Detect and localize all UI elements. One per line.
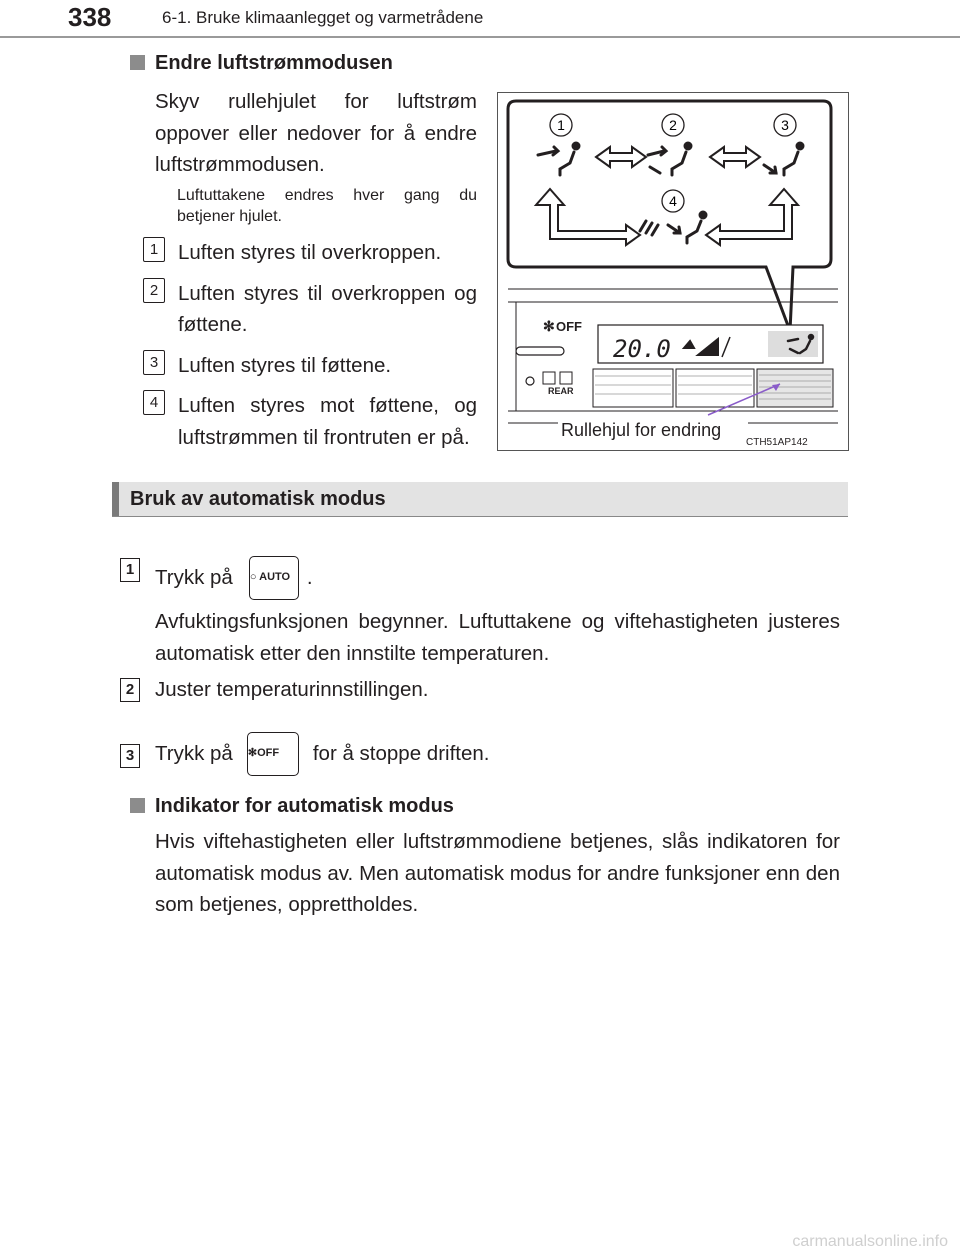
wheel-label: Rullehjul for endring [561,420,722,440]
note-paragraph: Luftuttakene endres hver gang du betjener hjulet. [177,187,477,225]
step-text: Trykk på [155,742,233,766]
fan-off-button-icon: ✻OFF [247,732,299,776]
list-item [143,350,477,382]
svg-text:✻: ✻ [543,318,555,334]
watermark: carmanualsonline.info [792,1233,948,1250]
rear-label: REAR [548,386,574,396]
item-number: 3 [143,350,165,375]
slider-slot [516,347,564,355]
step-3-line [155,732,489,776]
mode-list [143,237,477,453]
section-heading-airflow [130,52,393,75]
page-number: 338 [68,2,112,32]
section-bar-auto-mode [112,482,848,517]
item-text: Luften styres mot føttene, og luftstrømmen til frontruten er på. [178,394,477,449]
section-title: Bruk av automatisk modus [130,488,386,510]
indicator-light [526,377,534,385]
callout-2: 2 [669,117,677,133]
heading-text: Endre luftstrømmodusen [155,52,393,74]
indicator-paragraph: Hvis viftehastigheten eller luftstrømmodiene betjenes, slås indikatoren for automatisk modus av. Men automatisk modus for andre funksjoner enn den som betjenes, opprettholdes. [155,830,840,916]
figure-code: CTH51AP142 [746,437,808,448]
section-heading-indicator [130,795,454,818]
step-number-2: 2 [120,678,140,702]
item-number: 2 [143,278,165,303]
item-text: Luften styres til føttene. [178,353,392,377]
callout-4: 4 [669,193,677,209]
intro-paragraph: Skyv rullehjulet for luftstrøm oppover eller nedover for å endre luftstrømmodusen. [155,90,477,176]
off-label: OFF [556,319,582,334]
step-1-detail: Avfuktingsfunksjonen begynner. Luftuttakene og viftehastigheten justeres automatisk etter den innstilte temperaturen. [155,610,840,665]
step-text-suffix: for å stoppe driften. [312,742,490,766]
header-divider [0,36,960,38]
step-text-suffix: . [306,566,313,590]
square-bullet-icon [130,55,145,70]
chapter-title: 6-1. Bruke klimaanlegget og varmetrådene [162,8,484,27]
heading-text: Indikator for automatisk modus [155,795,454,817]
item-text: Luften styres til overkroppen og føttene. [178,281,477,336]
step-1-line [155,556,313,600]
rear-defrost-icon [560,372,572,384]
auto-button-icon: ○ AUTO [249,556,299,600]
callout-1: 1 [557,117,565,133]
control-panel-illustration [498,93,848,450]
item-number: 1 [143,237,165,262]
item-number: 4 [143,390,165,415]
list-item [143,237,477,269]
step-text: Trykk på [155,566,233,590]
fan-off-button [543,318,582,334]
step-2-text: Juster temperaturinnstillingen. [155,678,429,701]
step-number-3: 3 [120,744,140,768]
callout-3: 3 [781,117,789,133]
front-defrost-icon [543,372,555,384]
section-accent [112,482,119,516]
airflow-figure [497,92,849,451]
display-temperature: 20.0 [613,335,671,363]
step-number-1: 1 [120,558,140,582]
square-bullet-icon [130,798,145,813]
list-item [143,278,477,341]
list-item [143,390,477,453]
item-text: Luften styres til overkroppen. [178,241,442,264]
